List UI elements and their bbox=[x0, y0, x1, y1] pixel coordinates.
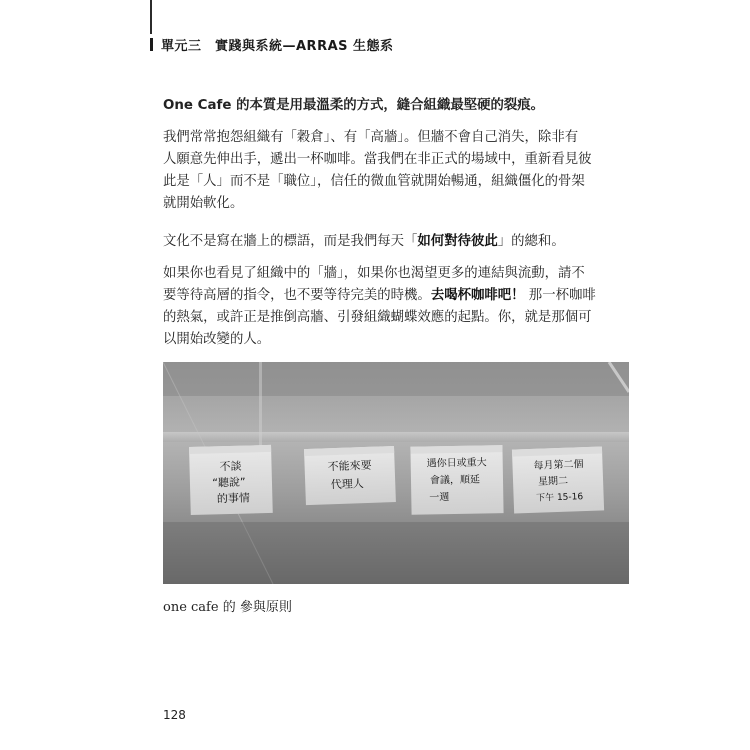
note-4-line-2: 星期二 bbox=[537, 475, 569, 488]
note-2-line-2: 代理人 bbox=[330, 477, 364, 492]
lead-text: One Cafe 的本質是用最溫柔的方式，縫合組織最堅硬的裂痕。 bbox=[163, 98, 545, 113]
paragraph-3-line-2 bbox=[163, 285, 603, 307]
paragraph-1 bbox=[163, 127, 603, 215]
running-header bbox=[150, 34, 394, 54]
margin-rule bbox=[150, 0, 152, 34]
paragraph-3-line-3: 的熱氣，或許正是推倒高牆、引發組織蝴蝶效應的起點。你，就是那個可 bbox=[163, 310, 592, 325]
lead-paragraph bbox=[163, 95, 603, 117]
paragraph-3-line-2-after: 那一杯咖啡 bbox=[524, 288, 596, 303]
paragraph-2-line bbox=[163, 231, 603, 253]
note-1-line-2: “聽說” bbox=[212, 475, 246, 490]
sticky-note-3 bbox=[410, 445, 503, 515]
paragraph-3-line-1: 如果你也看見了組織中的「牆」，如果你也渴望更多的連結與流動，請不 bbox=[163, 266, 585, 281]
paragraph-3-line-4: 以開始改變的人。 bbox=[163, 332, 271, 347]
paragraph-1-line-4: 就開始軟化。 bbox=[163, 196, 244, 211]
header-marker bbox=[150, 38, 153, 51]
paragraph-3 bbox=[163, 263, 603, 351]
paragraph-2-after: 」的總和。 bbox=[497, 234, 565, 249]
paragraph-1-line-2: 人願意先伸出手，遞出一杯咖啡。當我們在非正式的場域中，重新看見彼 bbox=[163, 152, 592, 167]
note-1-line-1: 不談 bbox=[219, 459, 242, 474]
paragraph-1-line-3: 此是「人」而不是「職位」，信任的微血管就開始暢通，組織僵化的骨架 bbox=[163, 174, 585, 189]
note-3-line-1: 遇你日或重大 bbox=[426, 457, 487, 470]
lower-shadow bbox=[163, 522, 629, 584]
sticky-note-2 bbox=[304, 446, 396, 505]
note-4-line-1: 每月第二個 bbox=[533, 459, 584, 472]
page-number: 128 bbox=[163, 708, 186, 722]
note-3-line-2: 會議，順延 bbox=[429, 474, 481, 487]
paragraph-2 bbox=[163, 231, 603, 253]
section-title: 單元三 實踐與系統—ARRAS 生態系 bbox=[161, 38, 394, 54]
paragraph-1-line-1: 我們常常抱怨組織有「穀倉」、有「高牆」。但牆不會自己消失，除非有 bbox=[163, 130, 579, 145]
paragraph-3-line-2-before: 要等待高層的指令，也不要等待完美的時機。 bbox=[163, 288, 431, 303]
note-4-line-3: 下午 15-16 bbox=[535, 492, 584, 504]
paragraph-2-before: 文化不是寫在牆上的標語，而是我們每天「 bbox=[163, 234, 418, 249]
paragraph-2-emphasis: 如何對待彼此 bbox=[417, 234, 498, 249]
upper-shadow bbox=[163, 362, 629, 396]
paragraph-3-emphasis: 去喝杯咖啡吧！ bbox=[430, 288, 525, 303]
note-2-line-1: 不能來要 bbox=[327, 458, 372, 474]
note-3-line-3: 一週 bbox=[429, 492, 450, 504]
sticky-note-1 bbox=[189, 445, 273, 515]
glass-ledge bbox=[163, 432, 629, 442]
sticky-note-4 bbox=[512, 446, 604, 513]
photo-illustration bbox=[163, 362, 629, 584]
photo-caption: one cafe 的 參與原則 bbox=[163, 600, 292, 615]
note-1-line-3: 的事情 bbox=[216, 491, 251, 506]
photo-sticky-notes bbox=[163, 362, 629, 584]
